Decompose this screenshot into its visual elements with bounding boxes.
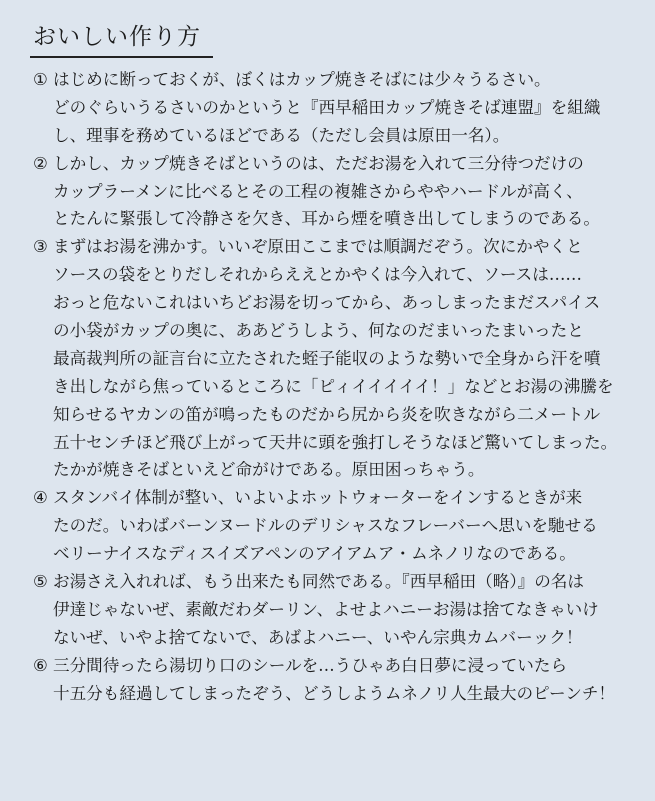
line-text: 三分間待ったら湯切り口のシールを…うひゃあ白日夢に浸っていたら (53, 655, 568, 675)
paragraph-line: おっと危ないこれはいちどお湯を切ってから、あっしまったまだスパイス (53, 293, 601, 313)
list-item (33, 233, 633, 484)
line-text: まずはお湯を沸かす。いいぞ原田ここまでは順調だぞう。次にかやくと (53, 237, 583, 257)
item-number: ④ (33, 488, 48, 508)
paragraph-line: たかが焼きそばといえど命がけである。原田困っちゃう。 (53, 460, 485, 480)
paragraph-line (33, 66, 633, 94)
paragraph-line: き出しながら焦っているところに「ピィイイイイイ！」などとお湯の沸騰を (53, 376, 614, 396)
paragraph-line (33, 233, 633, 261)
paragraph-line: ないぜ、いやよ捨てないで、あばよハニー、いやん宗典カムバーック！ (53, 627, 583, 647)
line-text: はじめに断っておくが、ぼくはカップ焼きそばには少々うるさい。 (53, 70, 551, 89)
item-number: ② (33, 153, 48, 173)
paragraph-line: 最高裁判所の証言台に立たされた蛭子能収のような勢いで全身から汗を噴 (53, 348, 601, 368)
list-item (33, 150, 633, 234)
title-underline (30, 56, 213, 58)
line-text: スタンバイ体制が整い、いよいよホットウォーターをインするときが来 (53, 488, 583, 508)
paragraph-line: とたんに緊張して冷静さを欠き、耳から煙を噴き出してしまうのである。 (53, 209, 600, 229)
paragraph-line (33, 150, 633, 178)
paragraph-line (33, 568, 633, 596)
paragraph-line (33, 652, 633, 680)
paragraph-line: 知らせるヤカンの笛が鳴ったものだから尻から炎を吹きながら二メートル (53, 404, 601, 424)
line-text: お湯さえ入れれば、もう出来たも同然である。『西早稲田（略）』の名は (53, 572, 584, 592)
paragraph-line: カップラーメンに比べるとその工程の複雑さからややハードルが高く、 (53, 181, 583, 201)
item-number: ③ (33, 237, 48, 257)
paragraph-line: 十五分も経過してしまったぞう、どうしようムネノリ人生最大のピーンチ！ (53, 683, 616, 703)
paragraph-line: 伊達じゃないぜ、素敵だわダーリン、よせよハニーお湯は捨てなきゃいけ (53, 599, 599, 619)
list-item (33, 66, 633, 150)
paragraph-line: ソースの袋をとりだしそれからええとかやくは今入れて、ソースは…… (53, 265, 583, 285)
list-item (33, 652, 633, 708)
paragraph-line: ベリーナイスなディスイズアペンのアイアムア・ムネノリなのである。 (53, 544, 576, 564)
page-title: おいしい作り方 (33, 24, 201, 50)
numbered-list (33, 66, 633, 707)
paragraph-line: たのだ。いわばバーンヌードルのデリシャスなフレーバーへ思いを馳せる (53, 516, 598, 536)
paragraph-line: の小袋がカップの奥に、ああどうしよう、何なのだまいったまいったと (53, 321, 584, 341)
list-item (33, 484, 633, 568)
list-item (33, 568, 633, 652)
line-text: しかし、カップ焼きそばというのは、ただお湯を入れて三分待つだけの (53, 153, 584, 173)
paragraph-line: 五十センチほど飛び上がって天井に頭を強打しそうなほど驚いてしまった。 (53, 432, 618, 452)
item-number: ⑥ (33, 655, 48, 675)
paragraph-line: し、理事を務めているほどである（ただし会員は原田一名）。 (53, 125, 510, 145)
item-number: ① (33, 70, 48, 89)
item-number: ⑤ (33, 572, 48, 592)
paragraph-line (33, 484, 633, 512)
paragraph-line: どのぐらいうるさいのかというと『西早稲田カップ焼きそば連盟』を組織 (53, 97, 601, 117)
